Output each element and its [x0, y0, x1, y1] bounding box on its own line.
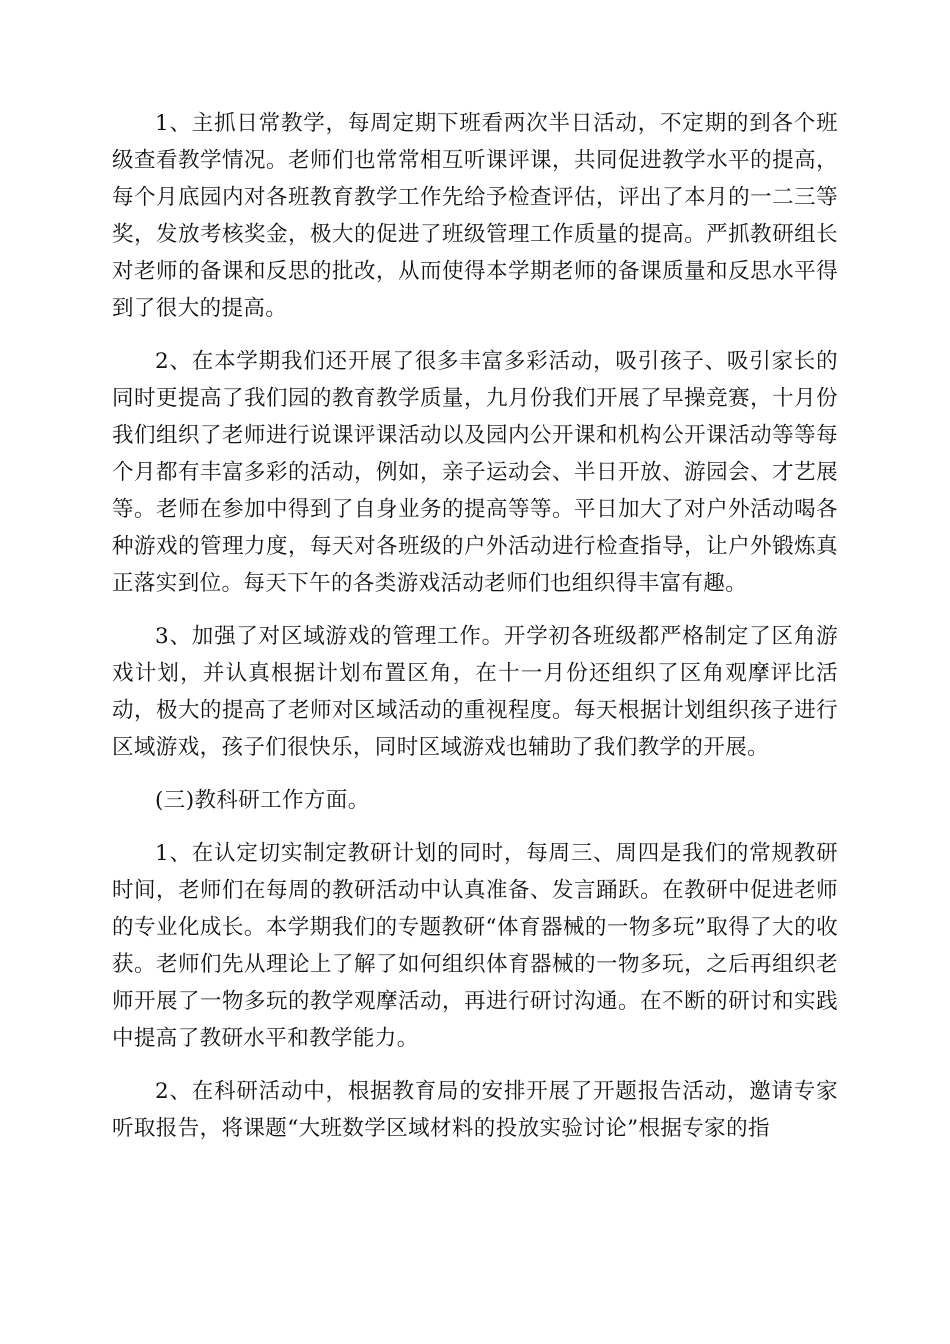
paragraph-activities: 2、在本学期我们还开展了很多丰富多彩活动，吸引孩子、吸引家长的同时更提高了我们园的教育教学质量，九月份我们开展了早操竞赛，十月份我们组织了老师进行说课评课活动以及园内公开课和机构公开课活动等等每个月都有丰富多彩的活动，例如，亲子运动会、半日开放、游园会、才艺展等。老师在参加中得到了自身业务的提高等等。平日加大了对户外活动喝各种游戏的管理力度，每天对各班级的户外活动进行检查指导，让户外锻炼真正落实到位。每天下午的各类游戏活动老师们也组织得丰富有趣。: [112, 349, 838, 596]
paragraph-scientific-research: 2、在科研活动中，根据教育局的安排开展了开题报告活动，邀请专家听取报告，将课题“大班数学区域材料的投放实验讨论”根据专家的指: [112, 1079, 838, 1141]
section-heading-research: (三)教科研工作方面。: [155, 788, 370, 813]
paragraph-area-games: 3、加强了对区域游戏的管理工作。开学初各班级都严格制定了区角游戏计划，并认真根据计划布置区角，在十一月份还组织了区角观摩评比活动，极大的提高了老师对区域活动的重视程度。每天根据计划组织孩子进行区域游戏，孩子们很快乐，同时区域游戏也辅助了我们教学的开展。: [112, 624, 838, 760]
paragraph-teaching-research: 1、在认定切实制定教研计划的同时，每周三、周四是我们的常规教研时间，老师们在每周的教研活动中认真准备、发言踊跃。在教研中促进老师的专业化成长。本学期我们的专题教研“体育器械的一物多玩”取得了大的收获。老师们先从理论上了解了如何组织体育器械的一物多玩，之后再组织老师开展了一物多玩的教学观摩活动，再进行研讨沟通。在不断的研讨和实践中提高了教研水平和教学能力。: [112, 841, 838, 1051]
paragraph-daily-teaching: 1、主抓日常教学，每周定期下班看两次半日活动，不定期的到各个班级查看教学情况。老师们也常常相互听课评课，共同促进教学水平的提高，每个月底园内对各班教育教学工作先给予检查评估，评出了本月的一二三等奖，发放考核奖金，极大的促进了班级管理工作质量的提高。严抓教研组长对老师的备课和反思的批改，从而使得本学期老师的备课质量和反思水平得到了很大的提高。: [112, 111, 838, 321]
document-page: [112, 105, 838, 1163]
